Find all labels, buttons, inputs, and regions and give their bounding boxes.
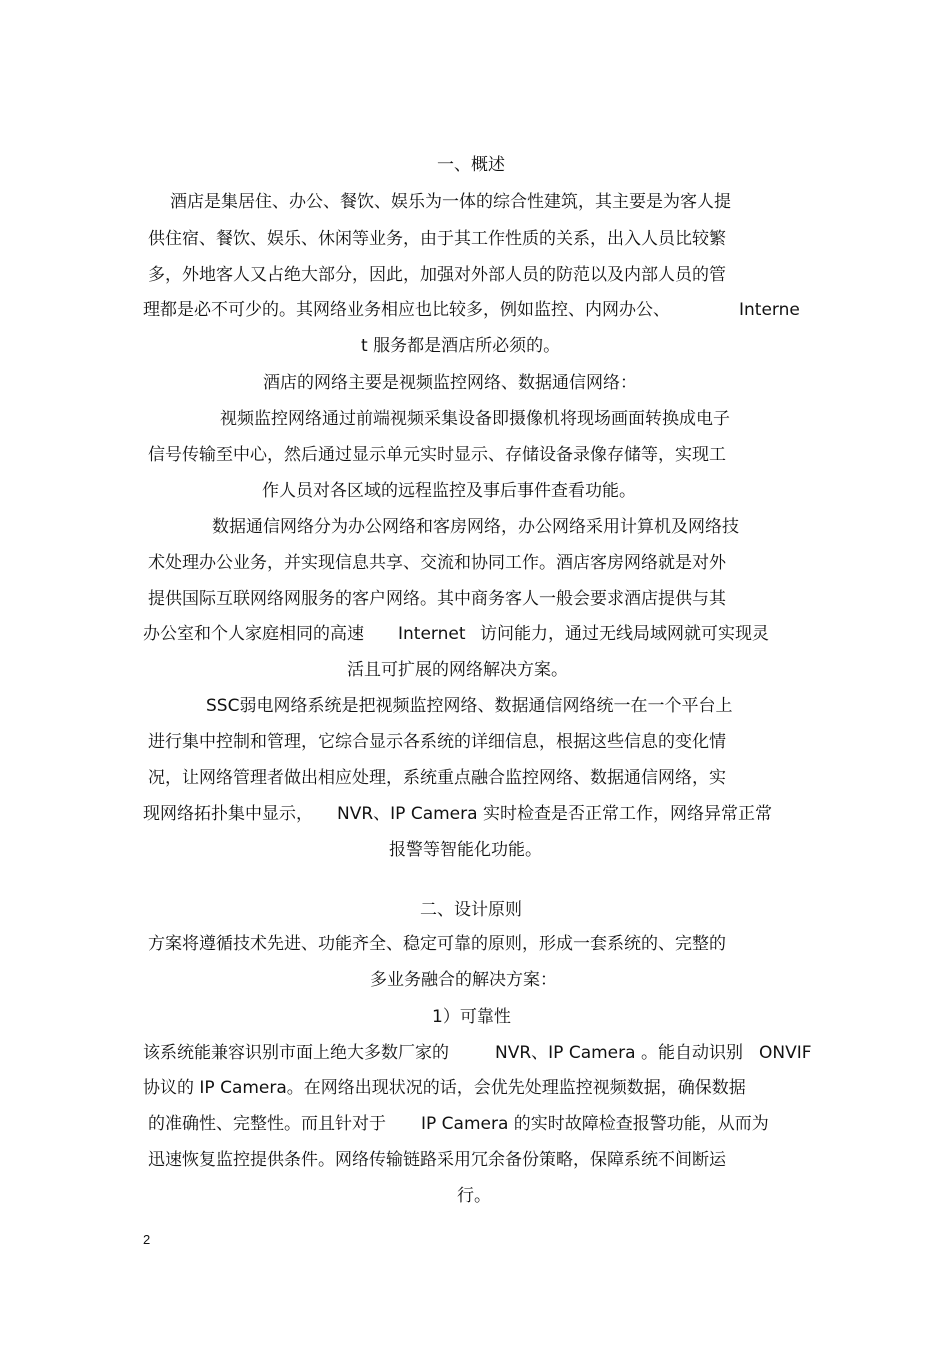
paragraph-line-fragment: ONVIF: [759, 1043, 812, 1063]
paragraph-line: 多，外地客人又占绝大部分，因此，加强对外部人员的防范以及内部人员的管: [148, 265, 726, 285]
paragraph-line: 方案将遵循技术先进、功能齐全、稳定可靠的原则，形成一套系统的、完整的: [148, 934, 726, 954]
paragraph-line: 该系统能兼容识别市面上绝大多数厂家的: [143, 1043, 449, 1063]
paragraph-line: 多业务融合的解决方案：: [370, 970, 557, 990]
section-heading-overview: 一、概述: [437, 155, 505, 175]
paragraph-line-fragment: NVR、IP Camera 实时检查是否正常工作，网络异常正常: [337, 804, 772, 824]
paragraph-line: 行。: [457, 1186, 491, 1206]
paragraph-line: 视频监控网络通过前端视频采集设备即摄像机将现场画面转换成电子: [220, 409, 730, 429]
paragraph-line: 迅速恢复监控提供条件。网络传输链路采用冗余备份策略，保障系统不间断运: [148, 1150, 726, 1170]
paragraph-line: 况，让网络管理者做出相应处理，系统重点融合监控网络、数据通信网络，实: [148, 768, 726, 788]
paragraph-line: 的准确性、完整性。而且针对于: [148, 1114, 386, 1134]
page-number: 2: [143, 1232, 151, 1247]
paragraph-line: SSC弱电网络系统是把视频监控网络、数据通信网络统一在一个平台上: [206, 696, 733, 716]
subheading-reliability: 1）可靠性: [432, 1007, 511, 1027]
paragraph-line: 信号传输至中心，然后通过显示单元实时显示、存储设备录像存储等，实现工: [148, 445, 726, 465]
paragraph-line: 术处理办公业务，并实现信息共享、交流和协同工作。酒店客房网络就是对外: [148, 553, 726, 573]
paragraph-line: 报警等智能化功能。: [389, 840, 542, 860]
section-heading-design-principles: 二、设计原则: [420, 900, 522, 920]
paragraph-line: 数据通信网络分为办公网络和客房网络，办公网络采用计算机及网络技: [212, 517, 739, 537]
paragraph-line: 作人员对各区域的远程监控及事后事件查看功能。: [262, 481, 636, 501]
paragraph-line: 现网络拓扑集中显示，: [143, 804, 313, 824]
paragraph-line: t 服务都是酒店所必须的。: [361, 336, 561, 356]
paragraph-line: 提供国际互联网络网服务的客户网络。其中商务客人一般会要求酒店提供与其: [148, 589, 726, 609]
paragraph-line-fragment: Internet: [398, 624, 466, 644]
paragraph-line: 进行集中控制和管理，它综合显示各系统的详细信息，根据这些信息的变化情: [148, 732, 726, 752]
paragraph-line: 办公室和个人家庭相同的高速: [143, 624, 364, 644]
paragraph-line-fragment: IP Camera 的实时故障检查报警功能，从而为: [421, 1114, 769, 1134]
paragraph-line-fragment: 访问能力，通过无线局域网就可实现灵: [480, 624, 769, 644]
paragraph-line-fragment: NVR、IP Camera 。能自动识别: [495, 1043, 743, 1063]
paragraph-line: 协议的 IP Camera。在网络出现状况的话，会优先处理监控视频数据，确保数据: [143, 1078, 746, 1098]
paragraph-line: 供住宿、餐饮、娱乐、休闲等业务，由于其工作性质的关系，出入人员比较繁: [148, 229, 726, 249]
paragraph-line-fragment: Interne: [739, 300, 800, 320]
paragraph-line: 活且可扩展的网络解决方案。: [347, 660, 568, 680]
paragraph-line: 酒店是集居住、办公、餐饮、娱乐为一体的综合性建筑，其主要是为客人提: [170, 192, 731, 212]
paragraph-line: 理都是必不可少的。其网络业务相应也比较多，例如监控、内网办公、: [143, 300, 670, 320]
paragraph-line: 酒店的网络主要是视频监控网络、数据通信网络：: [263, 373, 637, 393]
